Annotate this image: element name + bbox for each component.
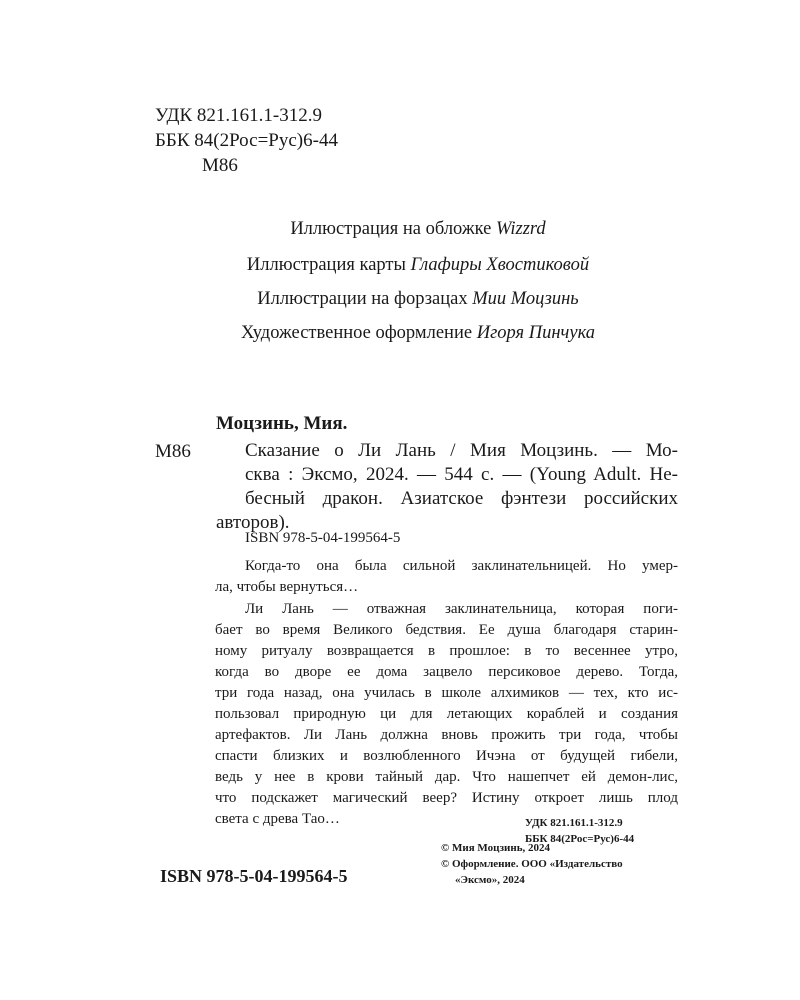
annotation-line: ведь у нее в крови тайный дар. Что нашепчет ей демон-лис, xyxy=(215,769,678,785)
annotation-line: света с древа Тао… xyxy=(215,811,340,827)
annotation-line: спасти близких и возлюбленного Ичэна от будущей гибели, xyxy=(215,748,678,764)
description-line: сква : Эксмо, 2024. — 544 с. — (Young Adult. Не- xyxy=(245,464,678,485)
record-isbn: ISBN 978-5-04-199564-5 xyxy=(245,530,401,546)
credit-name: Мии Моцзинь xyxy=(472,289,579,309)
annotation-line: когда во дворе ее дома зацвело персиковое дерево. Тогда, xyxy=(215,664,678,680)
annotation-bbk: ББК 84(2Рос=Рус)6-44 xyxy=(525,833,635,845)
record-author-mark: М86 xyxy=(155,441,191,462)
author-mark: М86 xyxy=(202,155,238,176)
credit-art-design xyxy=(0,324,800,343)
annotation-line: Когда-то она была сильной заклинательницей. Но умер- xyxy=(245,558,678,574)
annotation-line: Ли Лань — отважная заклинательница, которая поги- xyxy=(245,601,678,617)
annotation-udk: УДК 821.161.1-312.9 xyxy=(525,817,623,829)
credit-label: Иллюстрация карты xyxy=(246,255,411,275)
credit-cover-illustration xyxy=(0,220,800,239)
credit-label: Иллюстрации на форзацах xyxy=(257,289,473,309)
annotation-line: что подскажет магический веер? Истину откроет лишь плод xyxy=(215,790,678,806)
description-line: Сказание о Ли Лань / Мия Моцзинь. — Мо- xyxy=(245,440,678,461)
annotation-line: пользовал природную ци для летающих кораблей и создания xyxy=(215,706,678,722)
author-heading: Моцзинь, Мия. xyxy=(216,413,348,434)
description-line: авторов). xyxy=(216,512,290,533)
description-line: бесный дракон. Азиатское фэнтези российских xyxy=(245,488,678,509)
annotation-line: бает во время Великого бедствия. Ее душа благодаря старин- xyxy=(215,622,678,638)
annotation-line: ному ритуалу возвращается в прошлое: в то весеннее утро, xyxy=(215,643,678,659)
copyright-design-year: «Эксмо», 2024 xyxy=(455,874,525,886)
footer-isbn: ISBN 978-5-04-199564-5 xyxy=(160,866,348,886)
annotation-line: артефактов. Ли Лань должна вновь прожить три года, чтобы xyxy=(215,727,678,743)
bbk-code: ББК 84(2Рос=Рус)6-44 xyxy=(155,130,338,151)
credit-name: Wizzrd xyxy=(495,219,546,239)
credit-name: Игоря Пинчука xyxy=(476,323,596,343)
copyright-design: © Оформление. ООО «Издательство xyxy=(441,858,623,870)
credit-map-illustration xyxy=(0,256,800,275)
copyright-author: © Мия Моцзинь, 2024 xyxy=(441,842,551,854)
annotation-line: ла, чтобы вернуться… xyxy=(215,579,359,595)
annotation-line: три года назад, она училась в школе алхимиков — тех, кто ис- xyxy=(215,685,678,701)
udk-code: УДК 821.161.1-312.9 xyxy=(155,105,322,126)
credit-label: Художественное оформление xyxy=(240,323,477,343)
credit-label: Иллюстрация на обложке xyxy=(290,219,496,239)
credit-endpaper-illustration xyxy=(0,290,800,309)
credit-name: Глафиры Хвостиковой xyxy=(410,255,590,275)
